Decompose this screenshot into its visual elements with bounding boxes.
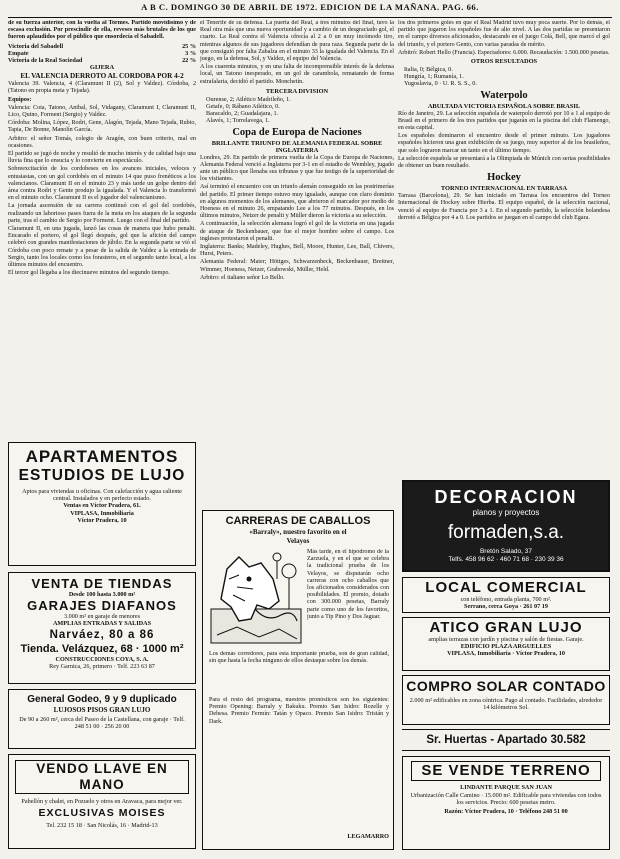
paragraph: Arbitro: el señor Tomás, colegio de Aragón, con buen criterio, mal en ocasiones. bbox=[8, 135, 196, 149]
result-row: Italia, 0; Bélgica, 0. bbox=[404, 66, 453, 74]
paragraph: Río de Janeiro, 29. La selección española de waterpolo derrotó por 10 a 1 al equipo de Brasil en el primero de los tres partidos que jugarán en la piscina del club Flamengo, en esta capital. bbox=[398, 110, 610, 132]
paragraph: El tercer gol llegaba a los diecinueve minutos del segundo tiempo. bbox=[8, 270, 170, 277]
headline-valencia: EL VALENCIA DERROTO AL CORDOBA POR 4-2 bbox=[20, 72, 184, 81]
paragraph: Sobreexcitación de los cordobeses en los avances iniciales, veloces y entusiastas, con un gol cordobés en el minuto 14 que puso frenéticos a los valencianos. Claramunt II en el minuto 23 y más tarde un golpe dentro del área contra Rodri y Gente produjo la igualada. Y el Valencia lo transformó en el minuto ocho. Claramunt II es el jugador del valencianismo. bbox=[8, 166, 196, 202]
result-row: Alavés, 1; Torrelavega, 1. bbox=[206, 117, 270, 125]
result-row: Yugoslavia, 0 · U. R. S. S., 0. bbox=[404, 80, 477, 88]
paragraph: Córdoba: Molina, López, Rodri, Gene, Alagón, Tejada, Mano Tejada, Rubio, Tapia, De Bonne, Manolín García. bbox=[8, 120, 196, 134]
ad-decoracion: DECORACION planos y proyectos formaden,s.a. Bretón Salado, 37 Telfs. 458 96 62 · 460 71 68 · 230 39 36 bbox=[402, 480, 610, 572]
otros-results bbox=[398, 66, 610, 88]
heading-waterpolo: Waterpolo bbox=[480, 89, 528, 101]
paragraph: El partido se jugó de noche y resultó de mucho interés y de calidad bajo una lluvia fina que lo ensucia y lo convierte en espectáculo. bbox=[8, 151, 196, 165]
result-row: Hungría, 1; Rumanía, 1. bbox=[404, 73, 464, 81]
heading-tercera: TERCERA DIVISION bbox=[265, 87, 329, 95]
paragraph: Para el resto del programa, nuestros pronósticos son los siguientes: Premio Opening: Barraly y Bakuku. Premio San Isidro: Rozelle y Dehesa. Premio Fermín: Tatán y Opaco. Premio San Isidro: Tristán y Dark. bbox=[209, 697, 389, 725]
column-1 bbox=[8, 20, 196, 437]
poll-row: Empate 3 % bbox=[8, 49, 196, 57]
result-row: Getafe, 0; Rábano Atlético, 0. bbox=[206, 103, 280, 111]
column-3 bbox=[398, 20, 610, 476]
paragraph: Tarrasa (Barcelona), 29. Se han iniciado en Tarrasa los encuentros del Torneo Internacional de Hockey sobre Hierba. El equipo español, de la selección nacional, venció al equipo de Francia por 3 a 1. En el segundo partido, la selección holandesa derrotó a Bélgica por 4 a 0. Los partidos se juegan en el campo del club Egara. bbox=[398, 193, 610, 221]
author-signature: LEGAMARRO bbox=[347, 833, 389, 840]
column-2 bbox=[200, 20, 394, 504]
page-header: A B C. DOMINGO 30 DE ABRIL DE 1972. EDICION DE LA MAÑANA. PAG. 66. bbox=[141, 2, 479, 12]
paragraph: Los españoles dominaron el encuentro desde el primer minuto. Los jugadores españoles hicieron una gran exhibición de su juego, muy superior al de los brasileños, que solo lograron marcar un tanto en el último tiempo. bbox=[398, 133, 610, 154]
heading-otros-resultados: OTROS RESULTADOS bbox=[470, 58, 538, 66]
article-intro: de su fuerza anterior, con la vuelta al Tormes. Partido movidísimo y de escasa exclusión. Por prescindir de ella, reveses más brutales de los que fueron aplaudidos por el público que ensordecía el Sabadell. bbox=[8, 20, 196, 41]
ad-general-godeo: General Godeo, 9 y 9 duplicado LUJOSOS PISOS GRAN LUJO De 90 a 260 m², cerca del Paseo de la Castellana, con garaje · Telf. 248 51 00 · 256 20 00 bbox=[8, 689, 196, 749]
byline: GIJERA bbox=[89, 64, 115, 72]
paragraph: Más tarde, en el hipódromo de la Zarzuela, y en el que se celebra la tradicional prueba de los Velayos, se disputarán ocho carreras con ocho caballos que los aficionados considerados con posibilidades. El premio, dotado con 300.000 pesetas, Barraly parte como uno de los favoritos, junto a Tip Pino y Dos Jaguar. bbox=[307, 549, 389, 620]
ad-carreras-caballos: CARRERAS DE CABALLOS «Barraly», nuestro favorito en el Velayos Más tarde, en el hipódromo de la Zarzuela, y en el que se celebra la tradicional prueba de los Velayos, se disputarán ocho carreras con ocho caballos que los aficionados considerados con posibilidades. El premio, dotado con 300.000 pesetas, Barraly parte como uno de los favoritos, junto a Tip Pino y Dos Jaguar. Los demás corredores, para esta importante prueba, son de gran calidad, sin que hasta la fecha ninguno de ellos destaque sobre los demás. Para el resto del programa, nuestros pronósticos son los siguientes: Premio Opening: Barraly y Bakuku. Premio San Isidro: Rozelle y Dehesa. Premio Fermín: Tatán y Opaco. Premio San Isidro: Tristán y Dark. LEGAMARRO bbox=[202, 510, 394, 850]
result-row: Ourense, 2; Atlético Madrileño, 1. bbox=[206, 95, 291, 103]
paragraph: Los demás corredores, para esta importante prueba, son de gran calidad, sin que hasta la fecha ninguno de ellos destaque sobre los demás. bbox=[209, 651, 389, 665]
paragraph: Alemania Federal: Maier; Höttges, Schwarzenbeck, Beckenbauer, Breitner, Wimmer, Hoeness, Netzer, Grabowski, Müller, Held. bbox=[200, 259, 394, 273]
subheading-waterpolo: ABULTADA VICTORIA ESPAÑOLA SOBRE BRASIL bbox=[427, 102, 581, 110]
poll-results bbox=[8, 43, 196, 65]
paragraph: Valencia 39. Valencia, 4 (Claramunt II (2), Sol y Valdez). Córdoba, 2 (Tatono en propia meta y Tejada). bbox=[8, 81, 196, 95]
paragraph: Valencia: Cota, Tatono, Anibal, Sol, Vidagany, Claramunt I, Claramunt II, Lico, Quino, Forment (Sergio) y Valdez. bbox=[8, 104, 196, 119]
subheading-hockey: TORNEO INTERNACIONAL EN TARRASA bbox=[440, 185, 568, 193]
poll-row: Victoria del Sabadell 25 % bbox=[8, 42, 196, 50]
poll-row: Victoria de la Real Sociedad 22 % bbox=[8, 57, 196, 65]
paragraph: Londres, 29. En partido de primera vuelta de la Copa de Europa de Naciones, Alemania Federal venció a Inglaterra por 3-1 en el estadio de Wembley, jugado ante un público que llenaba sus tribunas y que fue testigo de la superioridad de los visitantes. bbox=[200, 154, 394, 183]
heading-hockey: Hockey bbox=[487, 172, 521, 184]
ad-compro-solar: COMPRO SOLAR CONTADO 2.000 m² edificables en zona céntrica. Pago al contado. Facilidades, alrededor 14 kilómetros Sol. bbox=[402, 675, 610, 725]
ad-vendo-llave: VENDO LLAVE EN MANO Pabellón y chalet, en Pozuelo y otros en Aravaca, para mejor ver. EXCLUSIVAS MOISES Tel. 232 15 18 · San Nicolás, 16 · Madrid-13 bbox=[8, 754, 196, 849]
ad-atico: ATICO GRAN LUJO amplias terrazas con jardín y piscina y salón de fiestas. Garaje. EDIFICIO PLAZA ARGUELLES VIPLASA, Inmobiliaria · Víctor Pradera, 10 bbox=[402, 617, 610, 671]
ad-local-comercial: LOCAL COMERCIAL con teléfono, entrada planta, 700 m². Serrano, cerca Goya · 261 07 19 bbox=[402, 577, 610, 613]
paragraph: A los cuarenta minutos, y en una falta de incomprensible interés de la defensa local, un Tatono inesperado, en un gol de carambola, rematando de forma estrafalaria, decidió el partido. Monchetín. bbox=[200, 64, 394, 85]
paragraph: el Tenerife de su defensa. La puerta del Real, a tres minutos del final, tuvo la Real otra más que una nueva oportunidad y a cambio de un desgraciado gol, el cuarto. La Real contra el Valencia ofrecía al 2 a 0 un muy incómodo tiro, mientras algunos de sus jugadores defendían de pura raza. Segunda parte de la que consiguió por falta Zabalza en el minuto 33 la igualada del Valencia. En el juego, en la defensa, Sol, y Valdez, el equipo del Valencia. bbox=[200, 20, 394, 63]
heading-copa-europa: Copa de Europa de Naciones bbox=[232, 126, 362, 138]
paragraph: los dos primeros goles en que el Real Madrid tuvo muy poca suerte. Por lo demás, el partido que jugaron los españoles fue de alto nivel. A las dos partidas se presentaron en el campo diversos aficionados, destacando en el juego Colá, Bell, que marcó el gol del triunfo, y el portero Gento, con varias paradas de mérito. bbox=[398, 20, 610, 48]
paragraph: A continuación, la selección alemana logró el gol de la victoria en una jugada de ataque de Beckenbauer, que fue el mejor hombre sobre el campo. Los ingleses protestaron el penalti. bbox=[200, 221, 394, 242]
equipos-label: Equipos: bbox=[8, 96, 32, 103]
paragraph: Arbitró: Robert Hello (Francia). Espectadores: 6.000. Recaudación: 1.500.000 pesetas. bbox=[398, 49, 610, 56]
paragraph: Arbitro: el italiano señor Lo Bello. bbox=[200, 274, 285, 281]
result-row: Baracaldo, 2; Guadalajara, 1. bbox=[206, 110, 279, 118]
ad-vende-terreno: SE VENDE TERRENO LINDANTE PARQUE SAN JUAN Urbanización Calle Camino · 15.000 m². Edificable para viviendas con todos los servicios. Precio: 600 pesetas metro. Razón: Víctor Pradera, 10 · Teléfono 248 51 00 bbox=[402, 756, 610, 850]
subheading-alemania: BRILLANTE TRIUNFO DE ALEMANIA FEDERAL SOBRE INGLATERRA bbox=[211, 139, 383, 154]
ad-tiendas: VENTA DE TIENDAS Desde 100 hasta 3.000 m² GARAJES DIAFANOS 3.000 m² en garaje de menores AMPLIAS ENTRADAS Y SALIDAS Narváez, 80 a 86 Tienda. Velázquez, 68 · 1000 m² CONSTRUCCIONES COYA, S. A. Rey Garnica, 26, primero · Telf. 223 63 87 bbox=[8, 572, 196, 684]
paragraph: La jornada ascensión de su carrera continuó con el gol del cordobés, realizando un laborioso pases fuera de la meta en los ataques de la segunda parte, tras el cambio de Sergio por Forment. Luego con el final del partido. bbox=[8, 203, 196, 224]
paragraph: La selección española se presentará a la Olimpiada de Múnich con serias posibilidades de obtener un buen resultado. bbox=[398, 155, 610, 170]
paragraph: Inglaterra: Banks; Madeley, Hughes, Bell, Moore, Hunter, Lee, Ball, Chivers, Hurst, Peters. bbox=[200, 244, 394, 258]
ad-huertas: Sr. Huertas - Apartado 30.582 bbox=[402, 729, 610, 751]
paragraph: Así terminó el encuentro con un triunfo alemán conseguido en las postrimerías del partido. El primer tiempo estuvo muy igualado, aunque con claro dominio en algunos momentos de los alemanes, que abrieron el marcador por medio de Hoeness en el minuto 26, empatando Lee a los 77 minutos. Después, en los últimos minutos, Netzer de penalti y Müller dieron la victoria a su selección. bbox=[200, 184, 394, 220]
tercera-results bbox=[200, 96, 394, 125]
paragraph: Claramunt II, en una jugada, lanzó las cosas de manera que hubo penalti. Encarado el portero, el gol llegó después, gol que la afición del campo celebró con grandes manifestaciones de júbilo. En la segunda parte se vió el Córdoba con poco remate y a pesar de la salida de Valdez a la entrada de Sergio, tanto los locales como los forasteros, en el segundo tanto local, a los últimos minutos del encuentro. bbox=[8, 226, 196, 269]
horse-illustration-icon bbox=[209, 549, 303, 645]
ad-apartamentos: APARTAMENTOS ESTUDIOS DE LUJO Aptos para viviendas u oficinas. Con calefacción y agua caliente central. Instalados y en perfecto estado. Ventas en Víctor Pradera, 61. VIPLASA, Inmobiliaria Víctor Pradera, 10 bbox=[8, 442, 196, 566]
header-rule bbox=[8, 17, 612, 18]
